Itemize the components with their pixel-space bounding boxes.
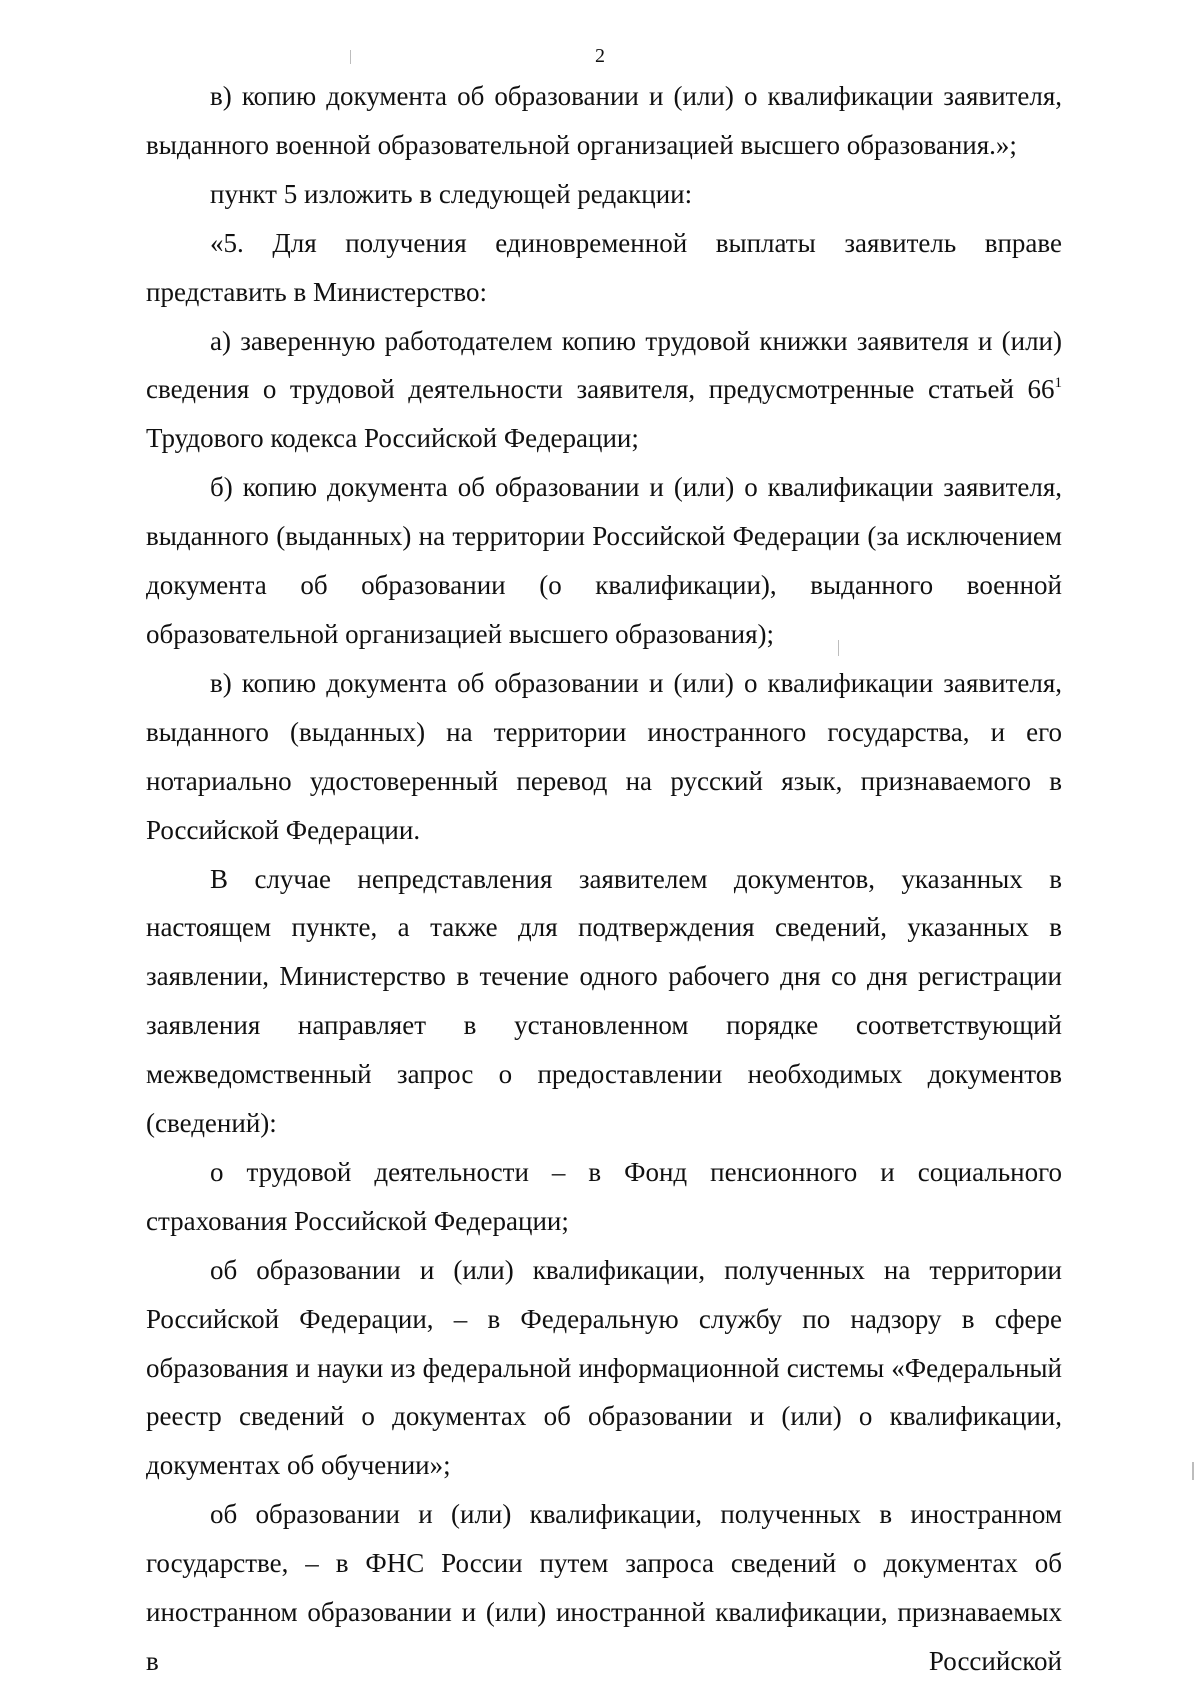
paragraph-a-text-end: Трудового кодекса Российской Федерации; xyxy=(146,423,639,454)
paragraph-a-employment-record xyxy=(146,317,1062,464)
paragraph-a-text: а) заверенную работодателем копию трудовой книжки заявителя и (или) сведения о трудовой деятельности заявителя, предусмотренные статьей 66 xyxy=(146,325,1062,405)
scan-mark-middle xyxy=(838,640,839,656)
paragraph-fns-foreign-education: об образовании и (или) квалификации, полученных в иностранном государстве, – в ФНС России путем запроса сведений о документах об иностранном образовании и (или) иностранной квалификации, признаваемых в Российской xyxy=(146,1499,1062,1676)
page-number: 2 xyxy=(595,45,605,67)
paragraph-b-russian-diploma: б) копию документа об образовании и (или) о квалификации заявителя, выданного (выданных) на территории Российской Федерации (за исключением документа об образовании (о квалификации), выданного военной образовательной организацией высшего образования); xyxy=(146,472,1062,649)
paragraph-v-military-diploma: в) копию документа об образовании и (или) о квалификации заявителя, выданного военной образовательной организацией высшего образования.»; xyxy=(146,81,1062,160)
paragraph-federal-registry: об образовании и (или) квалификации, полученных на территории Российской Федерации, – в Федеральную службу по надзору в сфере образования и науки из федеральной информационной системы «Федеральный реестр сведений о документах об образовании и (или) о квалификации, документах об обучении»; xyxy=(146,1254,1062,1481)
article-superscript: 1 xyxy=(1054,375,1062,392)
scan-mark-right xyxy=(1192,1462,1194,1480)
paragraph-v-foreign-diploma: в) копию документа об образовании и (или) о квалификации заявителя, выданного (выданных) на территории иностранного государства, и его нотариально удостоверенный перевод на русский язык, признаваемого в Российской Федерации. xyxy=(146,667,1062,845)
scan-mark-top xyxy=(350,50,351,64)
paragraph-interagency-request: В случае непредставления заявителем документов, указанных в настоящем пункте, а также для подтверждения сведений, указанных в заявлении, Министерство в течение одного рабочего дня со дня регистрации заявления направляет в установленном порядке соответствующий межведомственный запрос о предоставлении необходимых документов (сведений): xyxy=(146,863,1062,1139)
paragraph-item-5-amendment: пункт 5 изложить в следующей редакции: xyxy=(210,178,693,209)
document-body xyxy=(146,72,1062,1686)
paragraph-pension-fund: о трудовой деятельности – в Фонд пенсионного и социального страхования Российской Федерации; xyxy=(146,1156,1062,1236)
paragraph-item-5-intro: «5. Для получения единовременной выплаты заявитель вправе представить в Министерство: xyxy=(146,227,1062,307)
